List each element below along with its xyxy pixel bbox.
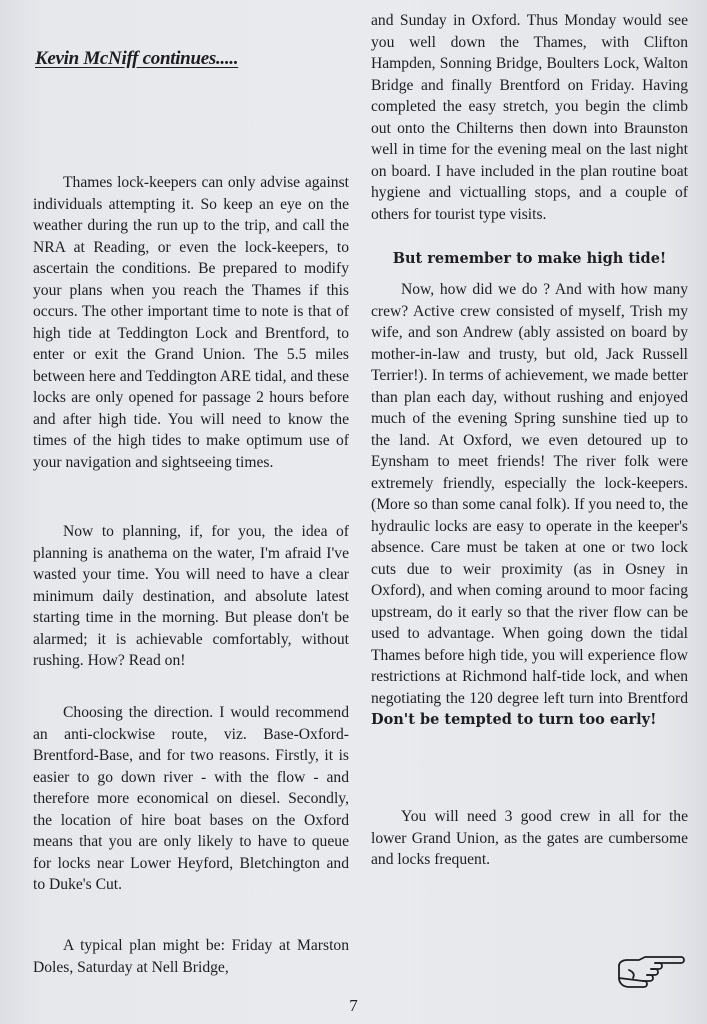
- paragraph-typical-plan: A typical plan might be: Friday at Marston Doles, Saturday at Nell Bridge,: [33, 937, 349, 976]
- paragraph-lock-keepers: Thames lock-keepers can only advise against individuals attempting it. So keep an eye on the weather during the run up to the trip, and call the NRA at Reading, or even the lock-keepers, to ascertain the conditions. Be prepared to modify your plans when you reach the Thames if this occurs. The other important time to note is that of high tide at Teddington Lock and Brentford, to enter or exit the Grand Union. The 5.5 miles between here and Teddington ARE tidal, and these locks are only opened for passage 2 hours before and after high tide. You will need to know the times of the high tides to make optimum use of your navigation and sightseeing times.: [33, 174, 349, 471]
- turn-warning: Don't be tempted to turn too early!: [371, 711, 657, 728]
- paragraph-planning: Now to planning, if, for you, the idea of planning is anathema on the water, I'm afraid I've wasted your time. You will need to have a clear minimum daily destination, and absolute latest starting time in the morning. But please don't be alarmed; it is achievable comfortably, without rushing. How? Read on!: [33, 523, 349, 669]
- paragraph-direction: Choosing the direction. I would recommend an anti-clockwise route, viz. Base-Oxford-Brentford-Base, and for two reasons. Firstly, it is easier to go down river - with the flow - and therefore more economical on diesel. Secondly, the location of hire boat bases on the Oxford means that you are only likely to have to queue for locks near Lower Heyford, Bletchington and to Duke's Cut.: [33, 704, 349, 893]
- paragraph-crew: [371, 279, 688, 731]
- paragraph-itinerary: and Sunday in Oxford. Thus Monday would see you well down the Thames, with Clifton Hampden, Sonning Bridge, Boulters Lock, Walton Bridge and finally Brentford on Friday. Having completed the easy stretch, you begin the climb out onto the Chilterns then down into Braunston well in time for the evening meal on the last night on board. I have included in the plan routine boat hygiene and victualling stops, and a couple of others for tourist type visits.: [371, 12, 688, 223]
- paragraph-grand-union: You will need 3 good crew in all for the lower Grand Union, as the gates are cumbersome and locks frequent.: [371, 808, 688, 868]
- article-heading: Kevin McNiff continues.....: [35, 48, 239, 69]
- high-tide-reminder: But remember to make high tide!: [392, 250, 667, 267]
- pointing-hand-icon: [615, 952, 687, 992]
- page-number: 7: [349, 996, 358, 1015]
- paragraph-crew-text: Now, how did we do ? And with how many crew? Active crew consisted of myself, Trish my wife, and son Andrew (ably assisted on board by mother-in-law and trusty, but old, Jack Russell Terrier!). In terms of achievement, we made better than plan each day, without rushing and enjoyed much of the evening Spring sunshine tied up to the land. At Oxford, we even detoured up to Eynsham to meet friends! The river folk were extremely friendly, especially the lock-keepers. (More so than some canal folk). If you need to, the hydraulic locks are easy to operate in the keeper's absence. Care must be taken at one or two lock cuts due to weir proximity (as in Osney in Oxford), and when coming around to moor facing upstream, do it early so that the river flow can be used to advantage. When going down the tidal Thames before high tide, you will experience flow restrictions at Richmond half-tide lock, and when negotiating the 120 degree left turn into Brentford: [371, 281, 688, 707]
